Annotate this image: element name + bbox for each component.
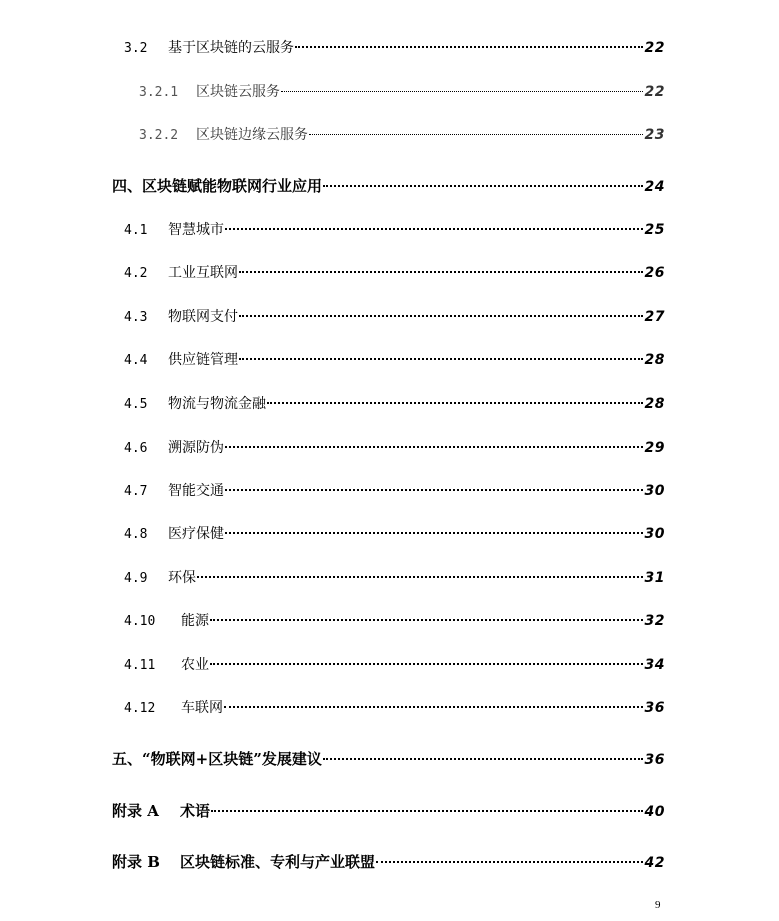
toc-page-number: 30 bbox=[644, 526, 665, 542]
toc-number: 4.2 bbox=[124, 266, 148, 281]
toc-entry-4-12[interactable] bbox=[124, 697, 665, 717]
toc-page-number: 29 bbox=[644, 440, 665, 456]
toc-title: 区块链赋能物联网行业应用 bbox=[142, 177, 323, 195]
dot-leader bbox=[309, 134, 643, 135]
toc-page-number: 28 bbox=[644, 352, 665, 368]
toc-title: 物联网支付 bbox=[168, 309, 238, 325]
toc-page-number: 24 bbox=[644, 179, 665, 195]
toc-entry-appendix-a[interactable] bbox=[112, 800, 665, 821]
toc-entry-chapter-4[interactable] bbox=[112, 175, 665, 196]
toc-entry-3-2[interactable] bbox=[124, 37, 665, 57]
toc-page-number: 25 bbox=[644, 222, 665, 238]
dot-leader bbox=[210, 619, 643, 621]
toc-number: 4.3 bbox=[124, 310, 148, 325]
toc-title: 能源 bbox=[181, 613, 209, 629]
toc-entry-4-3[interactable] bbox=[124, 306, 665, 326]
toc-page-number: 32 bbox=[644, 613, 665, 629]
dot-leader bbox=[197, 576, 643, 578]
toc-page-number: 42 bbox=[644, 855, 665, 871]
dot-leader bbox=[211, 810, 643, 812]
toc-number: 五、 bbox=[112, 750, 143, 768]
toc-entry-4-2[interactable] bbox=[124, 262, 665, 282]
dot-leader bbox=[225, 489, 643, 491]
toc-entry-4-11[interactable] bbox=[124, 654, 665, 674]
toc-entry-4-7[interactable] bbox=[124, 480, 665, 500]
toc-entry-3-2-2[interactable] bbox=[139, 124, 665, 144]
toc-entry-4-10[interactable] bbox=[124, 610, 665, 630]
toc-page-number: 34 bbox=[644, 657, 665, 673]
toc-number: 附录 A bbox=[112, 802, 159, 820]
dot-leader bbox=[239, 271, 643, 273]
toc-title: 术语 bbox=[180, 802, 211, 820]
toc-number: 4.10 bbox=[124, 614, 156, 629]
toc-title: 农业 bbox=[181, 657, 209, 673]
toc-number: 4.1 bbox=[124, 223, 148, 238]
dot-leader bbox=[239, 358, 643, 360]
toc-title: 医疗保健 bbox=[168, 526, 224, 542]
toc-entry-chapter-5[interactable] bbox=[112, 748, 665, 769]
toc-title: 环保 bbox=[168, 570, 196, 586]
page-number: 9 bbox=[655, 899, 661, 911]
dot-leader bbox=[323, 758, 643, 760]
dot-leader bbox=[210, 663, 643, 665]
toc-entry-3-2-1[interactable] bbox=[139, 81, 665, 101]
toc-page-number: 22 bbox=[644, 84, 665, 100]
toc-title: 区块链边缘云服务 bbox=[196, 127, 308, 143]
toc-entry-4-1[interactable] bbox=[124, 219, 665, 239]
toc-title: 智能交通 bbox=[168, 483, 224, 499]
toc-title: 智慧城市 bbox=[168, 222, 224, 238]
toc-title: 车联网 bbox=[181, 700, 223, 716]
toc-title: 溯源防伪 bbox=[168, 440, 224, 456]
toc-title: 基于区块链的云服务 bbox=[168, 40, 294, 56]
toc-number: 3.2 bbox=[124, 41, 148, 56]
toc-page-number: 22 bbox=[644, 40, 665, 56]
dot-leader bbox=[281, 91, 643, 92]
toc-number: 4.11 bbox=[124, 658, 156, 673]
dot-leader bbox=[225, 446, 643, 448]
dot-leader bbox=[225, 228, 643, 230]
toc-page-number: 40 bbox=[644, 804, 665, 820]
toc-number: 4.8 bbox=[124, 527, 148, 542]
toc-title: “物联网+区块链”发展建议 bbox=[142, 750, 322, 768]
toc-entry-4-8[interactable] bbox=[124, 523, 665, 543]
toc-entry-appendix-b[interactable] bbox=[112, 851, 665, 872]
toc-number: 四、 bbox=[112, 177, 143, 195]
toc-page-number: 28 bbox=[644, 396, 665, 412]
toc-entry-4-5[interactable] bbox=[124, 393, 665, 413]
dot-leader bbox=[376, 861, 643, 863]
toc-entry-4-4[interactable] bbox=[124, 349, 665, 369]
toc-page-number: 27 bbox=[644, 309, 665, 325]
toc-page-number: 26 bbox=[644, 265, 665, 281]
toc-number: 3.2.2 bbox=[139, 128, 179, 143]
dot-leader bbox=[295, 46, 643, 48]
toc-title: 供应链管理 bbox=[168, 352, 238, 368]
dot-leader bbox=[224, 706, 643, 708]
dot-leader bbox=[267, 402, 643, 404]
toc-entry-4-6[interactable] bbox=[124, 437, 665, 457]
toc-number: 附录 B bbox=[112, 853, 160, 871]
toc-number: 4.7 bbox=[124, 484, 148, 499]
toc-title: 区块链云服务 bbox=[196, 84, 280, 100]
toc-title: 工业互联网 bbox=[168, 265, 238, 281]
toc-page-number: 23 bbox=[644, 127, 665, 143]
toc-number: 3.2.1 bbox=[139, 85, 179, 100]
toc-title: 区块链标准、专利与产业联盟 bbox=[180, 853, 376, 871]
toc-page-number: 30 bbox=[644, 483, 665, 499]
dot-leader bbox=[239, 315, 643, 317]
toc-page-number: 31 bbox=[644, 570, 665, 586]
dot-leader bbox=[225, 532, 643, 534]
toc-number: 4.9 bbox=[124, 571, 148, 586]
toc-number: 4.4 bbox=[124, 353, 148, 368]
toc-title: 物流与物流金融 bbox=[168, 396, 266, 412]
toc-number: 4.12 bbox=[124, 701, 156, 716]
dot-leader bbox=[323, 185, 642, 187]
toc-number: 4.5 bbox=[124, 397, 148, 412]
toc-page-number: 36 bbox=[644, 700, 665, 716]
toc-page-number: 36 bbox=[644, 752, 665, 768]
toc-number: 4.6 bbox=[124, 441, 148, 456]
toc-entry-4-9[interactable] bbox=[124, 567, 665, 587]
